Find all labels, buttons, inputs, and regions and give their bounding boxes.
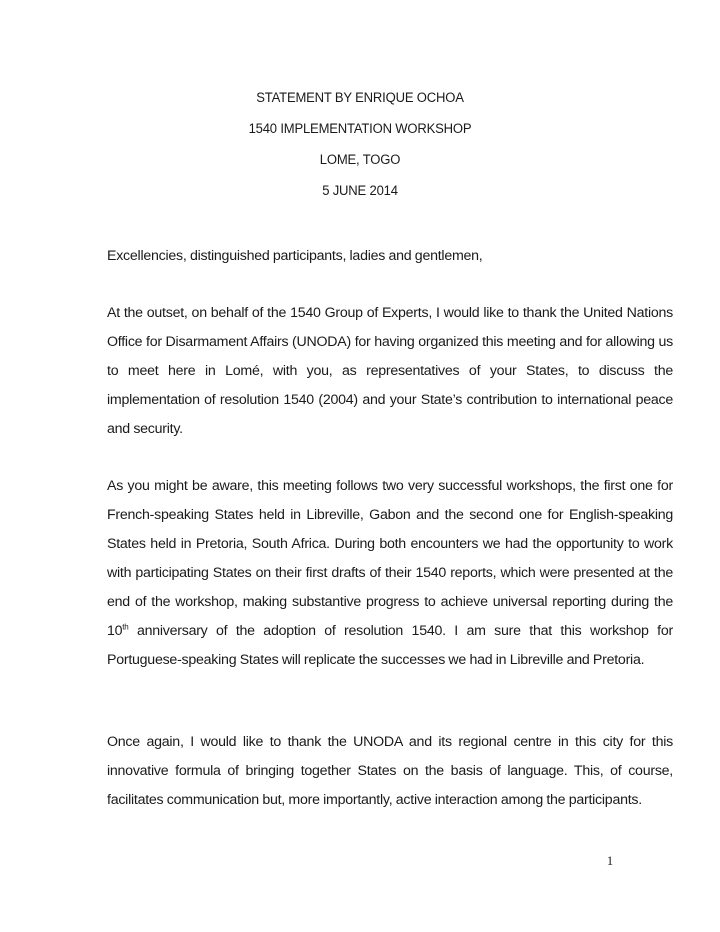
ordinal-superscript: th (122, 622, 129, 632)
paragraph-1: At the outset, on behalf of the 1540 Group of Experts, I would like to thank the United Nations Office for Disarmament Affairs (UNODA) for having organized this meeting and for allowing us to meet here in Lomé, with you, as representatives of your States, to discuss the implementation of resolution 1540 (2004) and your State’s contribution to international peace and security. (107, 305, 673, 437)
paragraph-3: Once again, I would like to thank the UNODA and its regional centre in this city for this innovative formula of bringing together States on the basis of language. This, of course, facilitates communication but, more importantly, active interaction among the participants. (107, 734, 673, 808)
statement-header (29, 84, 691, 208)
header-title: STATEMENT BY ENRIQUE OCHOA (256, 90, 464, 106)
header-date: 5 JUNE 2014 (322, 183, 398, 199)
paragraph-2-text-b: anniversary of the adoption of resolution 1540. I am sure that this workshop for Portuguese-speaking States will replicate the successes we had in Libreville and Pretoria. (107, 623, 673, 668)
header-event: 1540 IMPLEMENTATION WORKSHOP (248, 121, 472, 137)
paragraph-2-text-a: As you might be aware, this meeting follows two very successful workshops, the first one for French-speaking States held in Libreville, Gabon and the second one for English-speaking States held in Pretoria, South Africa. During both encounters we had the opportunity to work with participating States on their first drafts of their 1540 reports, which were presented at the end of the workshop, making substantive progress to achieve universal reporting during the 10 (107, 478, 673, 639)
salutation: Excellencies, distinguished participants, ladies and gentlemen, (107, 248, 483, 264)
header-location: LOME, TOGO (319, 152, 401, 168)
paragraph-2 (107, 472, 673, 675)
page-number: 1 (606, 853, 614, 868)
